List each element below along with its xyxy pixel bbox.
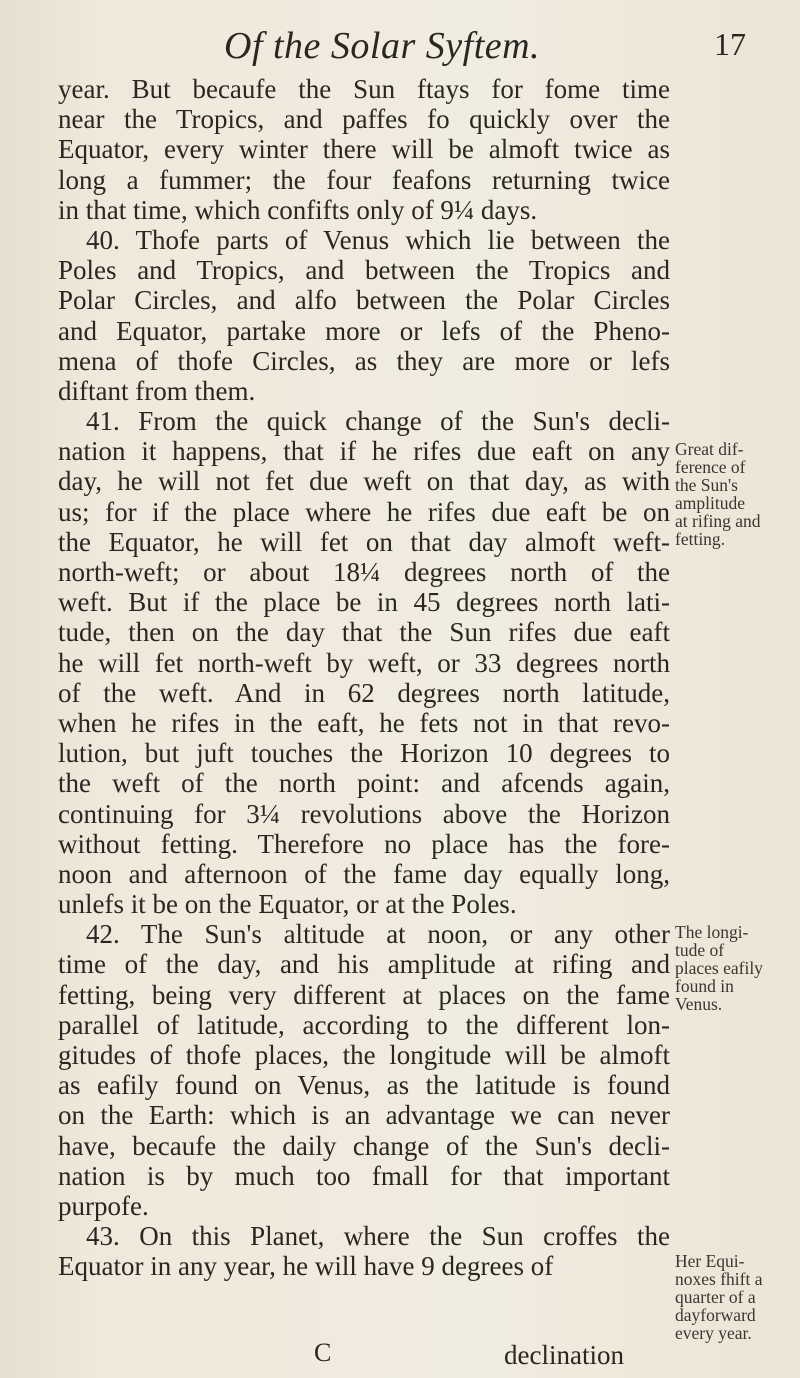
- text-line-content: he will fet north-weft by weft, or 33 degrees north: [58, 647, 670, 678]
- margin-note-line: ference of: [675, 457, 746, 477]
- text-line: [58, 738, 670, 768]
- text-line: [58, 285, 670, 315]
- text-line-content: have, becaufe the daily change of the Sun's decli-: [58, 1130, 670, 1161]
- text-line: [58, 225, 670, 255]
- margin-note-line: Her Equi-: [675, 1251, 745, 1271]
- text-line-content: as eafily found on Venus, as the latitude is found: [58, 1070, 670, 1101]
- text-line-content: purpofe.: [58, 1190, 149, 1221]
- margin-note-line: Great dif-: [675, 439, 744, 459]
- text-line: [58, 1161, 670, 1191]
- text-line-content: lution, but juft touches the Horizon 10 degrees to: [58, 738, 670, 769]
- text-line-content: in that time, which confifts only of 9¼ days.: [58, 194, 538, 225]
- text-line: [58, 165, 670, 195]
- text-line-content: 42. The Sun's altitude at noon, or any other: [86, 919, 670, 950]
- text-line: [58, 1010, 670, 1040]
- margin-note-line: at rifing and: [675, 511, 761, 531]
- text-line-content: north-weft; or about 18¼ degrees north of the: [58, 557, 670, 587]
- text-line-content: Poles and Tropics, and between the Tropics and: [58, 255, 670, 286]
- text-line: [58, 74, 670, 104]
- text-line-content: us; for if the place where he rifes due eaft be on: [58, 496, 670, 527]
- text-line: [58, 708, 670, 738]
- catchword: declination: [504, 1340, 624, 1370]
- text-line: [58, 1191, 670, 1221]
- margin-note-line: quarter of a: [675, 1287, 756, 1307]
- margin-note-equinoxes: [675, 1252, 762, 1342]
- text-line: [58, 859, 670, 889]
- margin-note-line: fetting.: [675, 529, 726, 549]
- text-line: [58, 799, 670, 829]
- text-line: [58, 1100, 670, 1130]
- text-line: [58, 1251, 670, 1281]
- text-line: [58, 557, 670, 587]
- margin-note-line: every year.: [675, 1323, 752, 1343]
- margin-note-line: The longi-: [675, 922, 749, 942]
- text-line-content: gitudes of thofe places, the longitude will be almoft: [58, 1040, 670, 1070]
- text-line: [58, 1131, 670, 1161]
- text-line: [58, 1070, 670, 1100]
- text-line: [58, 889, 670, 919]
- margin-note-line: Venus.: [675, 994, 723, 1014]
- margin-note-line: tude of: [675, 940, 725, 960]
- text-line: [58, 919, 670, 949]
- text-line-content: 43. On this Planet, where the Sun croffes the: [86, 1221, 670, 1252]
- text-line-content: year. But becaufe the Sun ftays for fome time: [58, 74, 670, 104]
- page-number: 17: [714, 26, 746, 62]
- text-line-content: continuing for 3¼ revolutions above the Horizon: [58, 798, 670, 829]
- running-title: Of the Solar Syftem.: [224, 25, 541, 67]
- margin-note-line: amplitude: [675, 493, 745, 513]
- text-line-content: parallel of latitude, according to the different lon-: [58, 1009, 670, 1040]
- margin-note-line: noxes fhift a: [675, 1269, 763, 1289]
- text-line-content: near the Tropics, and paffes fo quickly over the: [58, 104, 670, 135]
- signature-mark: C: [314, 1338, 332, 1367]
- text-line: [58, 829, 670, 859]
- text-line: [58, 406, 670, 436]
- text-line-content: unlefs it be on the Equator, or at the Poles.: [58, 889, 517, 920]
- text-line-content: mena of thofe Circles, as they are more or lefs: [58, 345, 670, 376]
- text-line: [58, 346, 670, 376]
- text-line: [58, 527, 670, 557]
- main-text: [58, 74, 670, 1282]
- text-line: [58, 617, 670, 647]
- text-line: [58, 949, 670, 979]
- margin-note-line: found in: [675, 976, 734, 996]
- margin-note-amplitude: [675, 440, 761, 548]
- text-line-content: of the weft. And in 62 degrees north latitude,: [58, 677, 670, 708]
- text-line: [58, 316, 670, 346]
- text-line: [58, 255, 670, 285]
- running-header: [0, 16, 800, 66]
- text-line-content: Polar Circles, and alfo between the Polar Circles: [58, 285, 670, 316]
- text-line: [58, 466, 670, 496]
- text-line-content: tude, then on the day that the Sun rifes due eaft: [58, 617, 670, 648]
- text-line-content: Equator, every winter there will be almoft twice as: [58, 134, 670, 165]
- text-line-content: diftant from them.: [58, 375, 256, 406]
- text-line-content: nation is by much too fmall for that important: [58, 1160, 670, 1191]
- text-line-content: when he rifes in the eaft, he fets not in that revo-: [58, 707, 670, 738]
- text-line-content: long a fummer; the four feafons returning twice: [58, 164, 670, 195]
- text-line: [58, 768, 670, 798]
- text-line: [58, 376, 670, 406]
- text-line: [58, 1221, 670, 1251]
- text-line-content: Equator in any year, he will have 9 degrees of: [58, 1251, 554, 1282]
- text-line: [58, 195, 670, 225]
- text-line: [58, 678, 670, 708]
- text-line-content: weft. But if the place be in 45 degrees north lati-: [58, 587, 670, 618]
- text-line-content: noon and afternoon of the fame day equally long,: [58, 858, 670, 889]
- text-line-content: without fetting. Therefore no place has the fore-: [58, 828, 670, 859]
- text-line-content: the Equator, he will fet on that day almoft weft-: [58, 526, 670, 557]
- text-line-content: fetting, being very different at places on the fame: [58, 979, 670, 1010]
- text-line-content: day, he will not fet due weft on that day, as with: [58, 466, 670, 497]
- text-line: [58, 648, 670, 678]
- margin-note-line: the Sun's: [675, 475, 738, 495]
- text-line: [58, 134, 670, 164]
- text-line-content: time of the day, and his amplitude at rifing and: [58, 949, 670, 980]
- text-line: [58, 436, 670, 466]
- text-line-content: the weft of the north point: and afcends again,: [58, 768, 670, 799]
- margin-note-line: dayforward: [675, 1305, 756, 1325]
- text-line: [58, 104, 670, 134]
- margin-note-line: places eafily: [675, 958, 763, 978]
- text-line-content: on the Earth: which is an advantage we can never: [58, 1100, 670, 1131]
- text-line: [58, 980, 670, 1010]
- text-line-content: nation it happens, that if he rifes due eaft on any: [58, 436, 670, 467]
- text-line-content: 40. Thofe parts of Venus which lie between the: [86, 224, 670, 255]
- text-line: [58, 497, 670, 527]
- text-line-content: 41. From the quick change of the Sun's decli-: [86, 406, 670, 437]
- text-line: [58, 587, 670, 617]
- text-line-content: and Equator, partake more or lefs of the Pheno-: [58, 315, 670, 346]
- text-line: [58, 1040, 670, 1070]
- margin-note-longitude: [675, 923, 763, 1013]
